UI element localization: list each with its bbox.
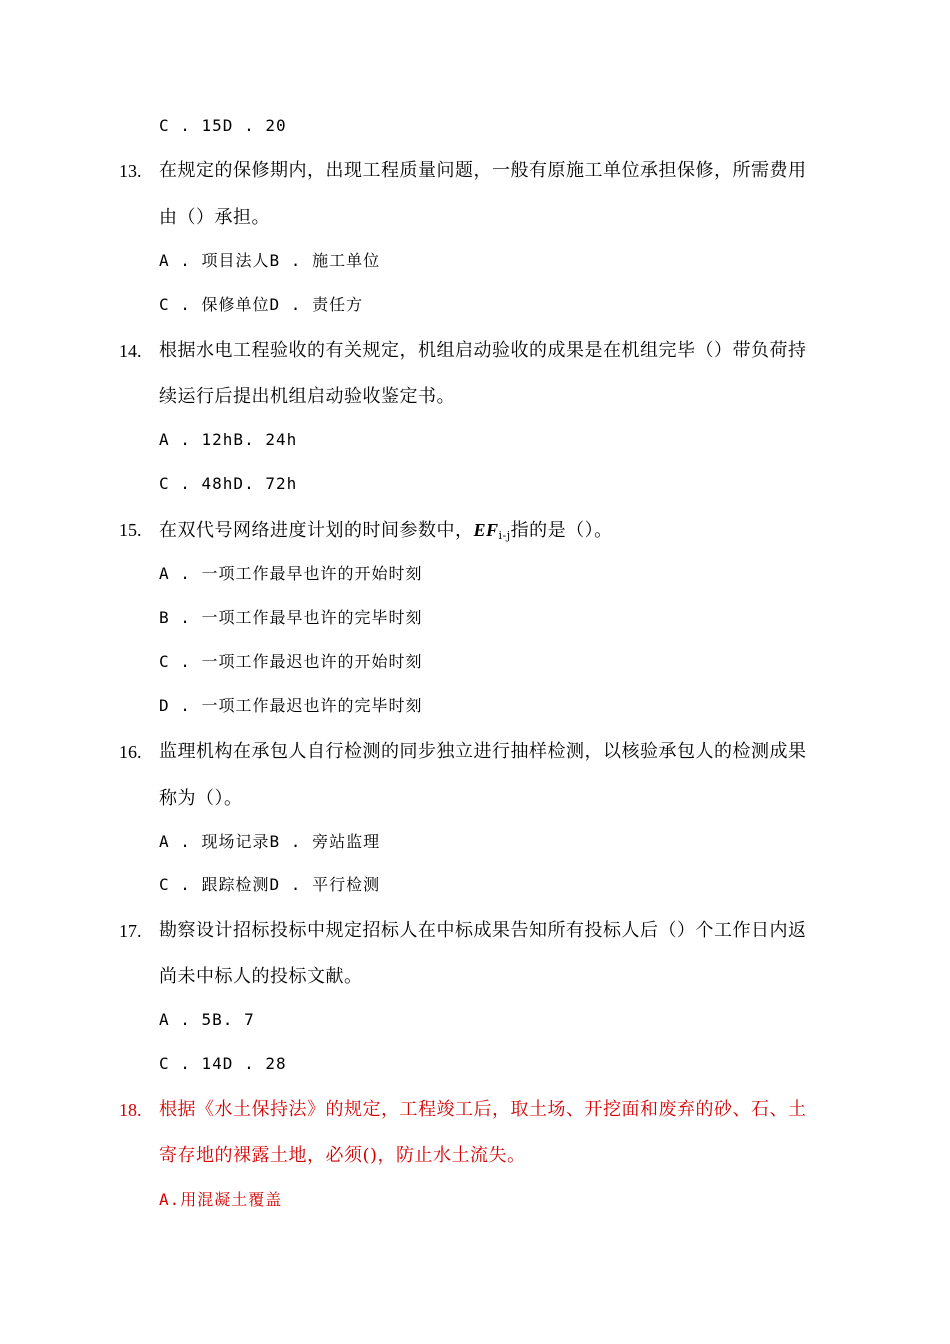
question-16-text: 监理机构在承包人自行检测的同步独立进行抽样检测，以核验承包人的检测成果 (159, 741, 807, 762)
question-15-option-a: A . 一项工作最早也许的开始时刻 (159, 564, 423, 583)
question-15-text-before: 在双代号网络进度计划的时间参数中， (159, 520, 474, 541)
question-14-text: 根据水电工程验收的有关规定，机组启动验收的成果是在机组完毕（）带负荷持 (159, 340, 807, 361)
question-18-text: 根据《水土保持法》的规定，工程竣工后，取土场、开挖面和废弃的砂、石、土 (159, 1099, 807, 1120)
question-17-number: 17. (119, 921, 142, 941)
question-17-text-cont: 尚未中标人的投标文献。 (159, 966, 363, 987)
ef-symbol: EF (473, 520, 499, 540)
ef-subscript: i-j (498, 529, 511, 542)
question-15-text (159, 521, 613, 541)
question-14-options-ab: A . 12hB. 24h (159, 430, 298, 449)
question-13-number: 13. (119, 161, 142, 181)
question-15-option-c: C . 一项工作最迟也许的开始时刻 (159, 652, 423, 671)
question-14-text-cont: 续运行后提出机组启动验收鉴定书。 (159, 386, 455, 407)
question-13-text-cont: 由（）承担。 (159, 207, 270, 228)
option-line: C . 15D . 20 (159, 116, 287, 135)
question-18-option-a: A.用混凝土覆盖 (159, 1190, 283, 1209)
question-17-options-ab: A . 5B. 7 (159, 1010, 255, 1029)
question-18-number: 18. (119, 1100, 142, 1120)
question-14-number: 14. (119, 341, 142, 361)
question-14-options-cd: C . 48hD. 72h (159, 474, 298, 493)
question-13-text: 在规定的保修期内，出现工程质量问题，一般有原施工单位承担保修，所需费用 (159, 160, 807, 181)
question-13-options-cd: C . 保修单位D . 责任方 (159, 295, 364, 314)
question-13-options-ab: A . 项目法人B . 施工单位 (159, 251, 381, 270)
question-15-option-d: D . 一项工作最迟也许的完毕时刻 (159, 696, 423, 715)
question-15-text-after: 指的是（）。 (510, 520, 613, 541)
question-18-text-cont: 寄存地的裸露土地，必须()，防止水土流失。 (159, 1145, 526, 1166)
question-17-options-cd: C . 14D . 28 (159, 1054, 287, 1073)
question-16-options-ab: A . 现场记录B . 旁站监理 (159, 832, 381, 851)
question-16-text-cont: 称为（）。 (159, 788, 243, 809)
question-15-option-b: B . 一项工作最早也许的完毕时刻 (159, 608, 423, 627)
question-15-number: 15. (119, 520, 142, 540)
question-16-number: 16. (119, 742, 142, 762)
question-16-options-cd: C . 跟踪检测D . 平行检测 (159, 875, 381, 894)
question-17-text: 勘察设计招标投标中规定招标人在中标成果告知所有投标人后（）个工作日内返 (159, 920, 807, 941)
